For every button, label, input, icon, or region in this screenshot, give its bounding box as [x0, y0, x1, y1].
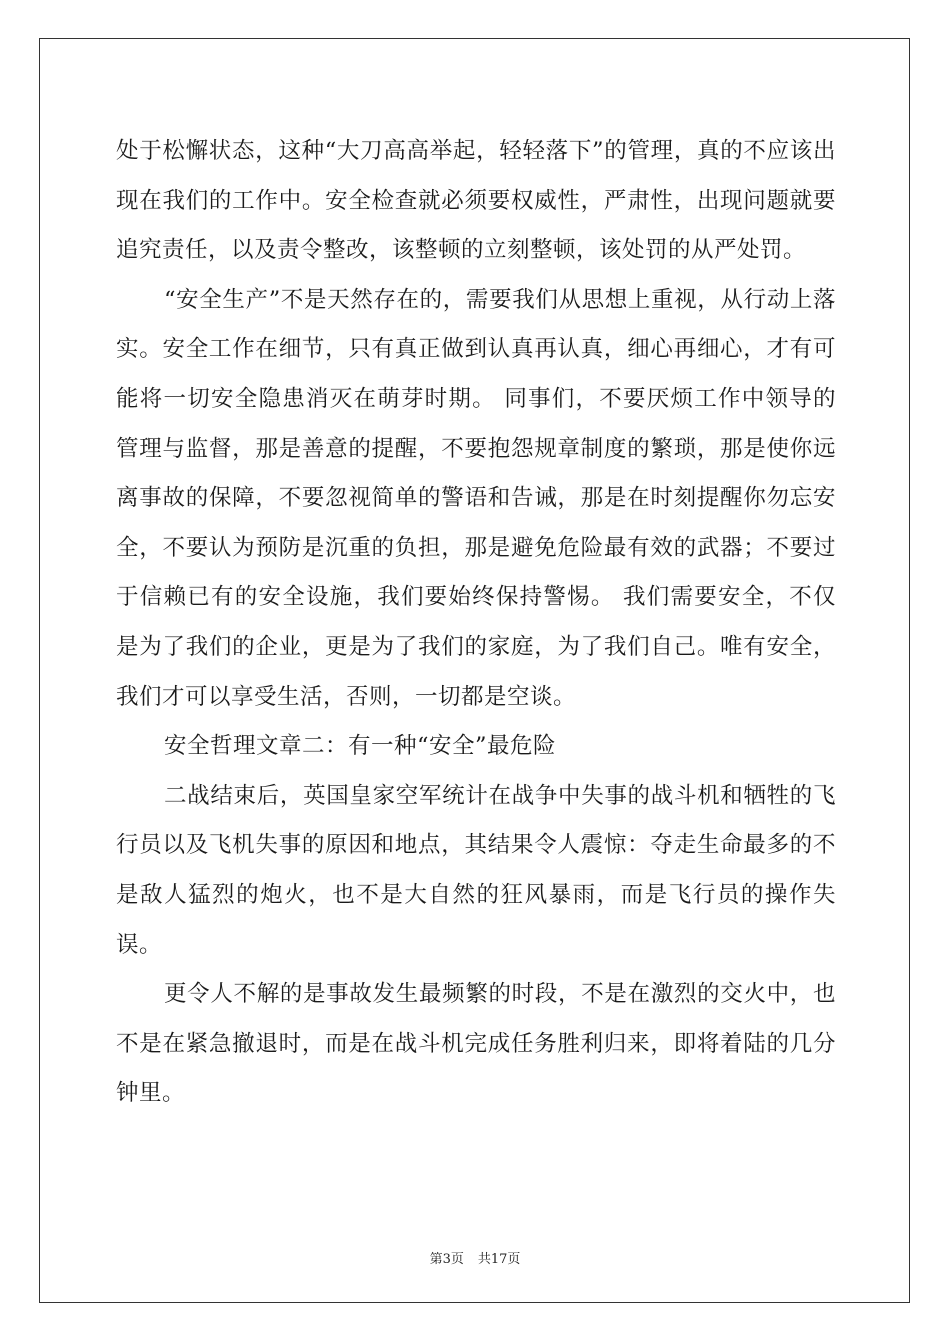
page-footer	[0, 1248, 950, 1267]
paragraph-1: 处于松懈状态，这种“大刀高高举起，轻轻落下”的管理，真的不应该出现在我们的工作中。安全检查就必须要权威性，严肃性，出现问题就要追究责任，以及责令整改，该整顿的立刻整顿，该处罚的从严处罚。	[116, 138, 836, 264]
section-heading: 安全哲理文章二：有一种“安全”最危险	[164, 733, 557, 760]
page-number: 第3页	[429, 1252, 464, 1267]
paragraph-4: 更令人不解的是事故发生最频繁的时段，不是在激烈的交火中，也不是在紧急撤退时，而是在战斗机完成任务胜利归来，即将着陆的几分钟里。	[116, 981, 836, 1107]
page-total: 共17页	[477, 1252, 521, 1267]
document-body	[116, 127, 836, 1119]
paragraph-2: “安全生产”不是天然存在的，需要我们从思想上重视，从行动上落实。安全工作在细节，只有真正做到认真再认真，细心再细心，才有可能将一切安全隐患消灭在萌芽时期。 同事们，不要厌烦工作中领导的管理与监督，那是善意的提醒，不要抱怨规章制度的繁琐，那是使你远离事故的保障，不要忽视简单的警语和告诫，那是在时刻提醒你勿忘安全，不要认为预防是沉重的负担，那是避免危险最有效的武器；不要过于信赖已有的安全设施，我们要始终保持警惕。 我们需要安全，不仅是为了我们的企业，更是为了我们的家庭，为了我们自己。唯有安全，我们才可以享受生活，否则，一切都是空谈。	[116, 286, 836, 710]
paragraph-3: 二战结束后，英国皇家空军统计在战争中失事的战斗机和牺牲的飞行员以及飞机失事的原因和地点，其结果令人震惊：夺走生命最多的不是敌人猛烈的炮火，也不是大自然的狂风暴雨，而是飞行员的操作失误。	[116, 782, 836, 958]
